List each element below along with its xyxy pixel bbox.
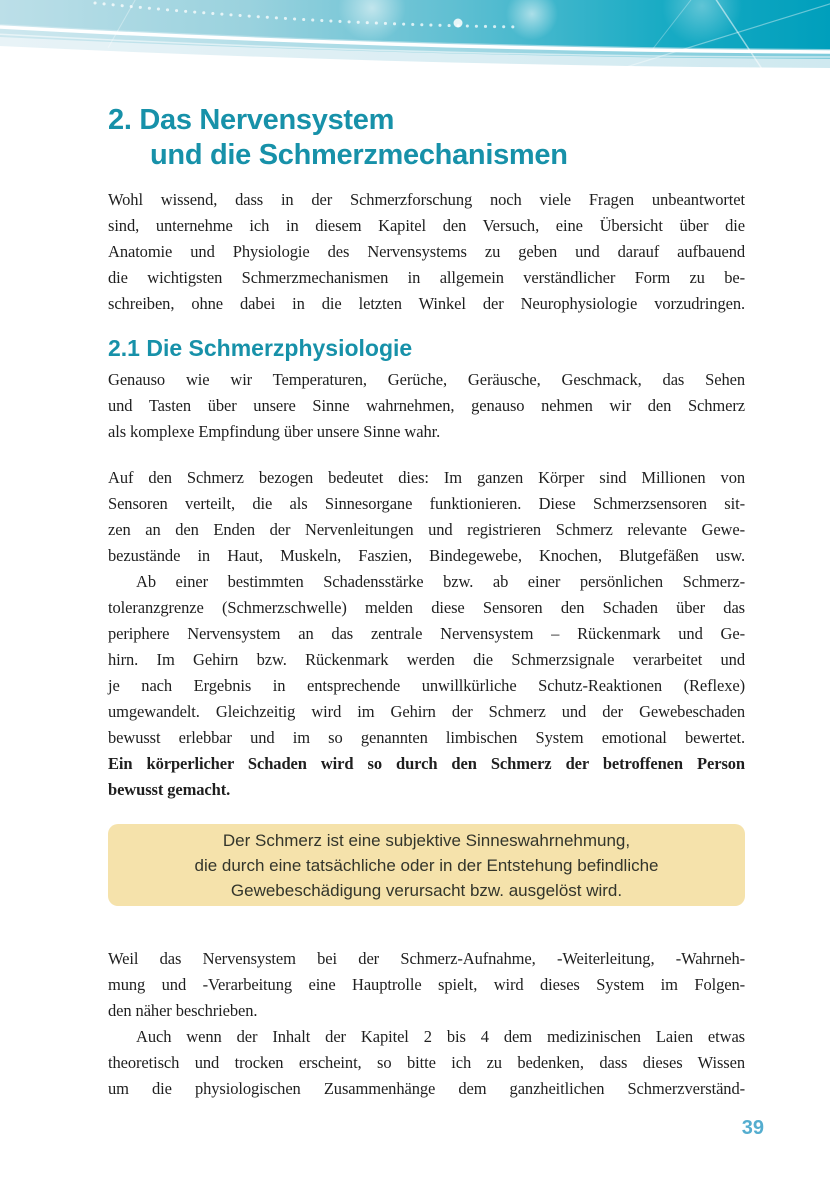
text-line: umgewandelt. Gleichzeitig wird im Gehirn der Schmerz und der Gewebeschaden — [108, 702, 745, 721]
text-line: Ab einer bestimmten Schadensstärke bzw. ab einer persönlichen Schmerz- — [136, 572, 745, 591]
text-line: schreiben, ohne dabei in die letzten Winkel der Neurophysiologie vorzudringen. — [108, 294, 745, 313]
page-number: 39 — [741, 1117, 764, 1139]
text-line: und Tasten über unsere Sinne wahrnehmen, genauso nehmen wir den Schmerz — [108, 396, 745, 415]
text-line: sind, unternehme ich in diesem Kapitel den Versuch, eine Übersicht über die — [108, 216, 745, 235]
callout-box — [108, 824, 745, 906]
text-line: um die physiologischen Zusammenhänge dem ganzheitlichen Schmerzverständ- — [108, 1079, 745, 1098]
body-paragraph — [108, 946, 745, 1024]
text-line: zen an den Enden der Nervenleitungen und registrieren Schmerz relevante Gewe- — [108, 520, 745, 539]
text-line: hirn. Im Gehirn bzw. Rückenmark werden die Schmerzsignale verarbeitet und — [108, 650, 745, 669]
text-line: Genauso wie wir Temperaturen, Gerüche, Geräusche, Geschmack, das Sehen — [108, 370, 745, 389]
body-paragraph — [108, 569, 745, 751]
text-line: je nach Ergebnis in entsprechende unwillkürliche Schutz-Reaktionen (Reflexe) — [108, 676, 745, 695]
body-paragraph — [108, 367, 745, 445]
chapter-title-line1: 2. Das Nervensystem — [108, 104, 395, 136]
text-line: toleranzgrenze (Schmerzschwelle) melden diese Sensoren den Schaden über das — [108, 598, 745, 617]
text-line: mung und -Verarbeitung eine Hauptrolle spielt, wird dieses System im Folgen- — [108, 975, 745, 994]
text-line: Sensoren verteilt, die als Sinnesorgane funktionieren. Diese Schmerzsensoren sit- — [108, 494, 745, 513]
section-heading: 2.1 Die Schmerzphysiologie — [108, 335, 413, 361]
body-paragraph — [108, 1024, 745, 1102]
text-line: Auf den Schmerz bezogen bedeutet dies: Im ganzen Körper sind Millionen von — [108, 468, 745, 487]
text-line: als komplexe Empfindung über unsere Sinne wahr. — [108, 422, 441, 441]
text-line: die wichtigsten Schmerzmechanismen in allgemein verständlicher Form zu be- — [108, 268, 745, 287]
chapter-title-line2: und die Schmerzmechanismen — [150, 139, 568, 171]
body-paragraph — [108, 187, 745, 317]
text-line: den näher beschrieben. — [108, 1001, 258, 1020]
body-paragraphs-after-callout — [108, 946, 745, 1102]
text-line: bewusst gemacht. — [108, 780, 231, 799]
text-line: bewusst erlebbar und im so genannten limbischen System emotional bewertet. — [108, 728, 745, 747]
text-line: bezustände in Haut, Muskeln, Faszien, Bindegewebe, Knochen, Blutgefäßen usw. — [108, 546, 745, 565]
body-paragraph — [108, 465, 745, 569]
text-line: theoretisch und trocken erscheint, so bitte ich zu bedenken, dass dieses Wissen — [108, 1053, 745, 1072]
body-paragraphs-before-callout — [108, 367, 745, 803]
callout-line: Gewebeschädigung verursacht bzw. ausgelöst wird. — [230, 881, 623, 900]
page-content — [108, 80, 745, 1102]
text-line: Auch wenn der Inhalt der Kapitel 2 bis 4 dem medizinischen Laien etwas — [136, 1027, 745, 1046]
chapter-title — [108, 103, 745, 173]
text-line: Anatomie und Physiologie des Nervensystems zu geben und darauf aufbauend — [108, 242, 745, 261]
callout-line: die durch eine tatsächliche oder in der Entstehung befindliche — [194, 856, 659, 875]
header-decoration — [0, 0, 830, 80]
body-paragraph — [108, 751, 745, 803]
text-line: Ein körperlicher Schaden wird so durch den Schmerz der betroffenen Person — [108, 754, 745, 773]
intro-paragraphs — [108, 187, 745, 317]
text-line: periphere Nervensystem an das zentrale Nervensystem – Rückenmark und Ge- — [108, 624, 745, 643]
callout-line: Der Schmerz ist eine subjektive Sinneswahrnehmung, — [222, 831, 631, 850]
text-line: Weil das Nervensystem bei der Schmerz-Aufnahme, -Weiterleitung, -Wahrneh- — [108, 949, 745, 968]
text-line: Wohl wissend, dass in der Schmerzforschung noch viele Fragen unbeantwortet — [108, 190, 745, 209]
